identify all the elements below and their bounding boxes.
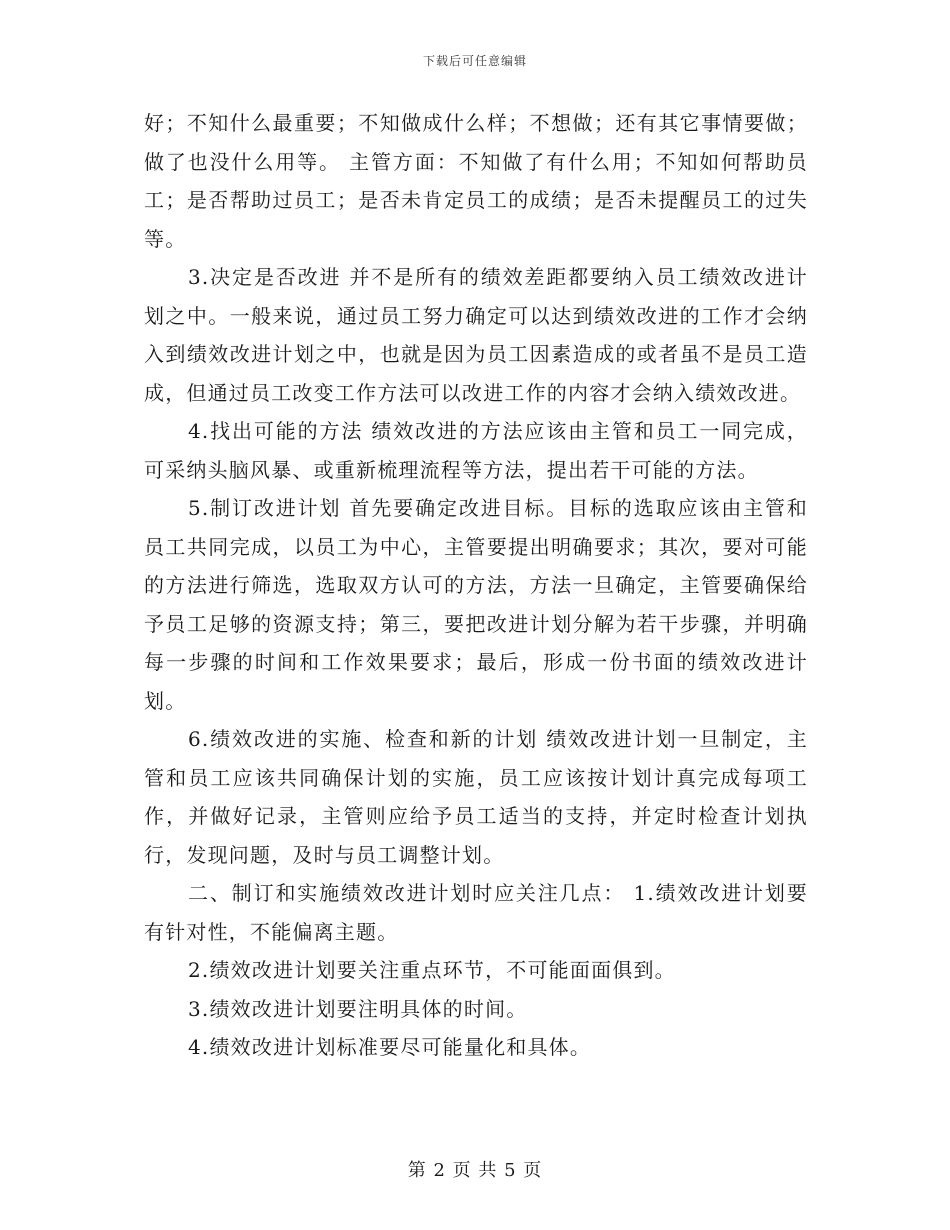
page-number: 第 2 页 共 5 页 [407,1160,543,1181]
paragraph-3: 4.找出可能的方法 绩效改进的方法应该由主管和员工一同完成，可采纳头脑风暴、或重新梳理流程等方法，提出若干可能的方法。 [144,419,808,482]
paragraph-6: 二、制订和实施绩效改进计划时应关注几点： 1.绩效改进计划要有针对性，不能偏离主题。 [144,881,808,944]
paragraph-2: 3.决定是否改进 并不是所有的绩效差距都要纳入员工绩效改进计划之中。一般来说，通过员工努力确定可以达到绩效改进的工作才会纳入到绩效改进计划之中，也就是因为员工因素造成的或者虽不是员工造成，但通过员工改变工作方法可以改进工作的内容才会纳入绩效改进。 [144,265,808,405]
document-body [144,104,808,1067]
paragraph-9: 4.绩效改进计划标准要尽可能量化和具体。 [188,1035,592,1059]
paragraph-7: 2.绩效改进计划要关注重点环节，不可能面面俱到。 [188,958,676,982]
paragraph-8: 3.绩效改进计划要注明具体的时间。 [188,996,528,1021]
paragraph-4: 5.制订改进计划 首先要确定改进目标。目标的选取应该由主管和员工共同完成，以员工为中心，主管要提出明确要求；其次，要对可能的方法进行筛选，选取双方认可的方法，方法一旦确定，主管要确保给予员工足够的资源支持；第三，要把改进计划分解为若干步骤，并明确每一步骤的时间和工作效果要求；最后，形成一份书面的绩效改进计划。 [144,496,808,713]
page-header-note: 下载后可任意编辑 [422,54,527,68]
paragraph-1: 好；不知什么最重要；不知做成什么样；不想做；还有其它事情要做；做了也没什么用等。 主管方面：不知做了有什么用；不知如何帮助员工；是否帮助过员工；是否未肯定员工的成绩；是否未提醒员工的过失等。 [144,111,808,251]
paragraph-5: 6.绩效改进的实施、检查和新的计划 绩效改进计划一旦制定，主管和员工应该共同确保计划的实施，员工应该按计划计真完成每项工作，并做好记录，主管则应给予员工适当的支持，并定时检查计划执行，发现问题，及时与员工调整计划。 [144,727,808,867]
